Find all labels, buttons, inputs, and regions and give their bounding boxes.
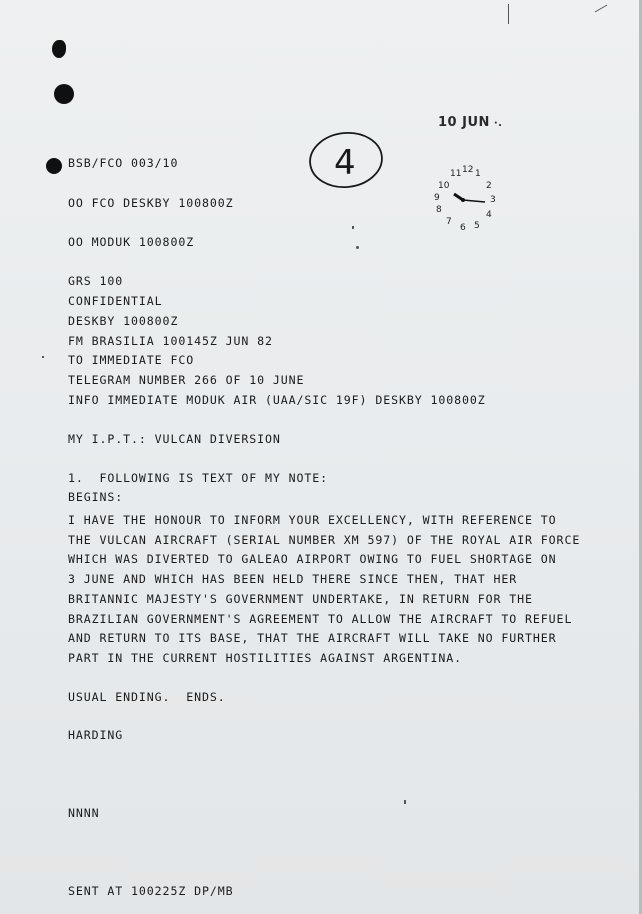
scan-mark — [404, 800, 406, 804]
signatory: HARDING — [68, 728, 124, 742]
folio-number-circle — [308, 130, 388, 192]
from-line: FM BRASILIA 100145Z JUN 82 — [68, 334, 273, 348]
subject-line: MY I.P.T.: VULCAN DIVERSION — [68, 432, 281, 446]
clock-numeral: 2 — [486, 181, 492, 191]
note-text-line: THE VULCAN AIRCRAFT (SERIAL NUMBER XM 597) OF THE ROYAL AIR FORCE — [68, 533, 581, 547]
clock-numeral: 5 — [474, 221, 480, 231]
begins-marker: BEGINS: — [68, 490, 124, 504]
punch-hole-bottom — [46, 158, 62, 174]
received-date-stamp: 10 JUN ·. — [438, 115, 503, 130]
clock-numeral: 12 — [462, 165, 474, 175]
time-stamp-clock — [430, 162, 500, 234]
clock-numeral: 3 — [490, 195, 496, 205]
scan-mark — [508, 4, 509, 24]
telegram-number: TELEGRAM NUMBER 266 OF 10 JUNE — [68, 373, 305, 387]
clock-numeral: 6 — [460, 223, 466, 233]
telegram-reference: BSB/FCO 003/10 — [68, 156, 179, 170]
note-text-line: BRITANNIC MAJESTY'S GOVERNMENT UNDERTAKE, IN RETURN FOR THE — [68, 592, 533, 606]
clock-numeral: 8 — [436, 205, 442, 215]
classification: CONFIDENTIAL — [68, 294, 163, 308]
note-text-line: PART IN THE CURRENT HOSTILITIES AGAINST ARGENTINA. — [68, 651, 463, 665]
sent-line: SENT AT 100225Z DP/MB — [68, 884, 234, 898]
clock-numeral: 4 — [486, 210, 492, 220]
clock-numeral: 11 — [450, 169, 462, 179]
note-text-line: AND RETURN TO ITS BASE, THAT THE AIRCRAFT WILL TAKE NO FURTHER — [68, 631, 557, 645]
folio-number: 4 — [334, 143, 356, 183]
note-text-line: I HAVE THE HONOUR TO INFORM YOUR EXCELLENCY, WITH REFERENCE TO — [68, 513, 557, 527]
priority-line-moduk: OO MODUK 100800Z — [68, 235, 195, 249]
scan-mark — [595, 5, 608, 13]
punch-hole-top — [52, 40, 66, 58]
ending-line: USUAL ENDING. ENDS. — [68, 690, 226, 704]
scan-mark — [356, 246, 359, 249]
clock-numeral: 9 — [434, 193, 440, 203]
note-text-line: BRAZILIAN GOVERNMENT'S AGREEMENT TO ALLOW THE AIRCRAFT TO REFUEL — [68, 612, 573, 626]
deskby-line: DESKBY 100800Z — [68, 314, 179, 328]
note-text-line: 3 JUNE AND WHICH HAS BEEN HELD THERE SINCE THEN, THAT HER — [68, 572, 518, 586]
scan-mark — [352, 226, 354, 229]
paragraph-heading: 1. FOLLOWING IS TEXT OF MY NOTE: — [68, 471, 329, 485]
scan-mark — [42, 356, 44, 358]
end-of-message-marker: NNNN — [68, 806, 100, 820]
clock-numeral: 1 — [475, 169, 481, 179]
clock-numeral: 7 — [446, 217, 452, 227]
note-text-line: WHICH WAS DIVERTED TO GALEAO AIRPORT OWING TO FUEL SHORTAGE ON — [68, 552, 557, 566]
clock-numeral: 10 — [438, 181, 450, 191]
punch-hole-middle — [54, 84, 74, 104]
priority-line-fco: OO FCO DESKBY 100800Z — [68, 196, 234, 210]
info-line: INFO IMMEDIATE MODUK AIR (UAA/SIC 19F) DESKBY 100800Z — [68, 393, 486, 407]
group-count: GRS 100 — [68, 274, 124, 288]
to-line: TO IMMEDIATE FCO — [68, 353, 195, 367]
